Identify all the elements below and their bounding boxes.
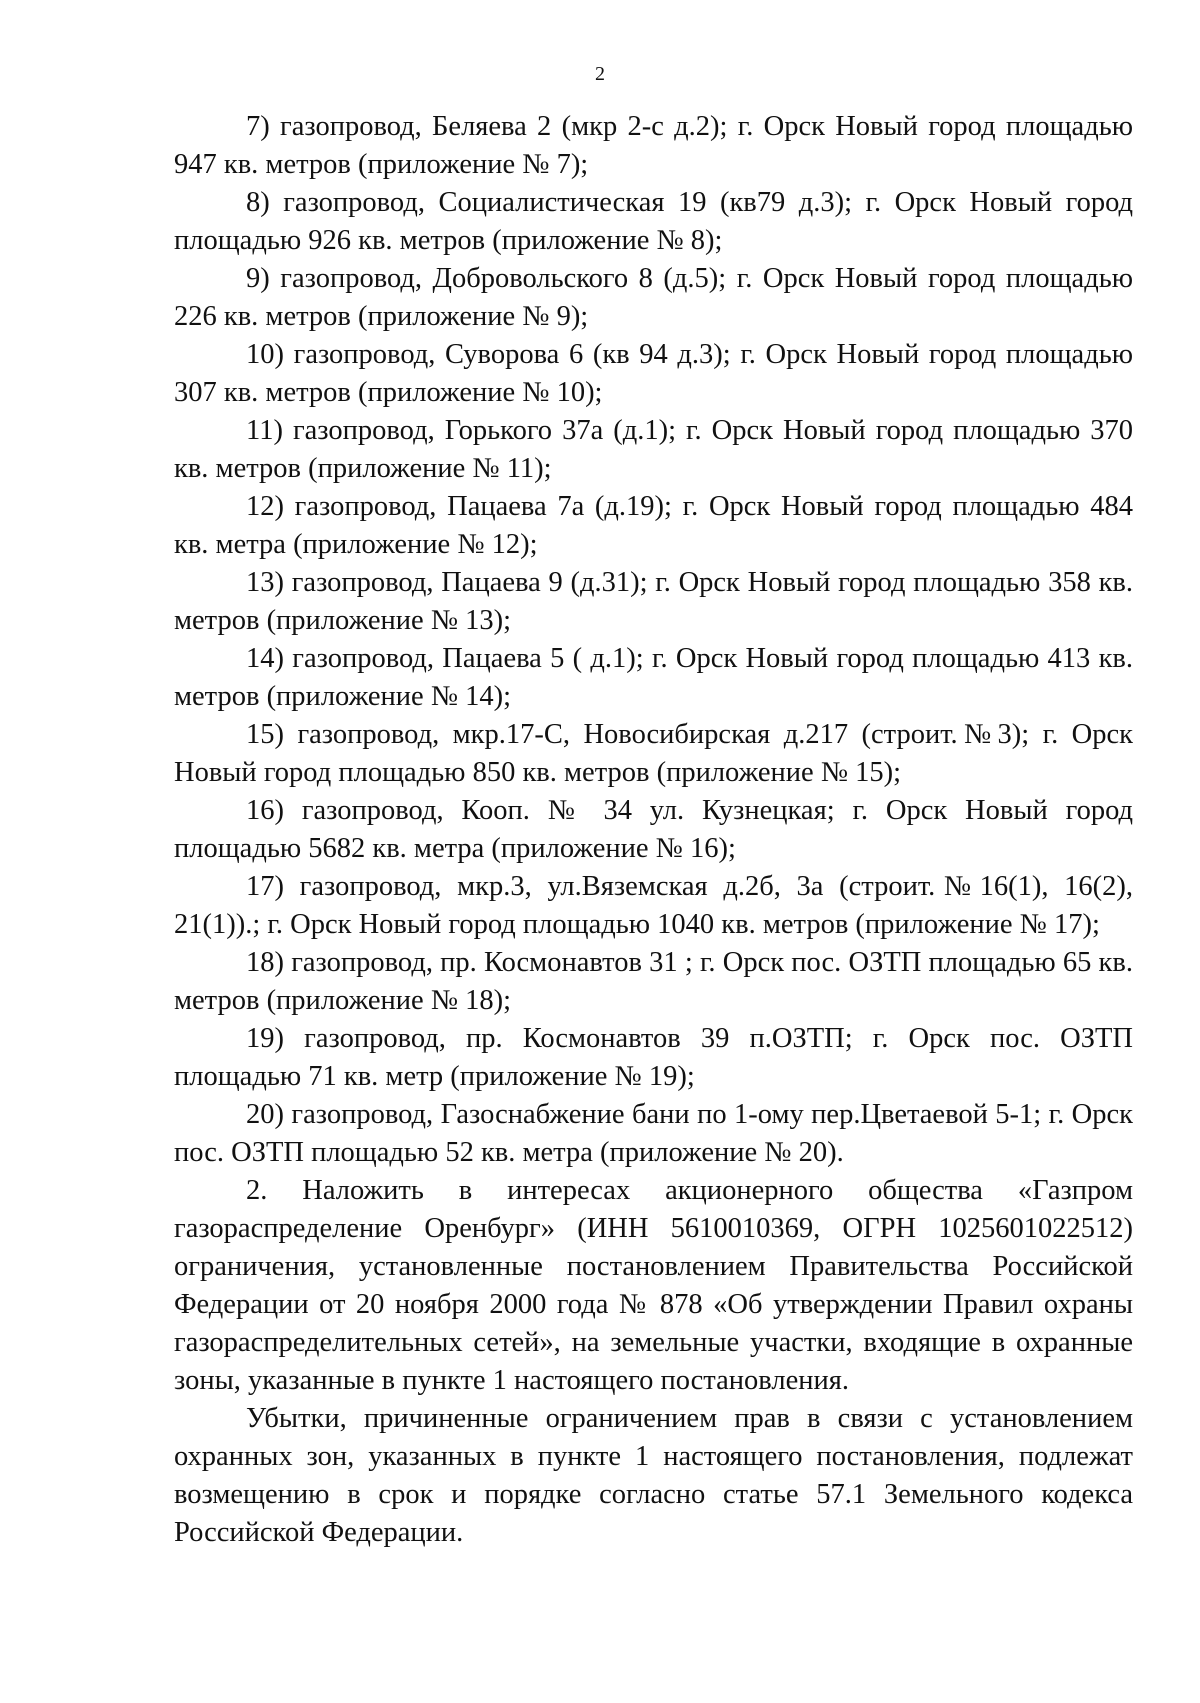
list-item-12: 12) газопровод, Пацаева 7а (д.19); г. Орск Новый город площадью 484 кв. метра (приложение № 12); — [174, 491, 1133, 560]
list-item-14: 14) газопровод, Пацаева 5 ( д.1); г. Орск Новый город площадью 413 кв. метров (приложение № 14); — [174, 643, 1133, 712]
list-item-16: 16) газопровод, Кооп. № 34 ул. Кузнецкая; г. Орск Новый город площадью 5682 кв. метра (приложение № 16); — [174, 795, 1133, 864]
list-item-20: 20) газопровод, Газоснабжение бани по 1-ому пер.Цветаевой 5-1; г. Орск пос. ОЗТП площадью 52 кв. метра (приложение № 20). — [174, 1099, 1133, 1168]
list-item-18: 18) газопровод, пр. Космонавтов 31 ; г. Орск пос. ОЗТП площадью 65 кв. метров (приложение № 18); — [174, 947, 1133, 1016]
list-item-15: 15) газопровод, мкр.17-С, Новосибирская д.217 (строит.№3); г. Орск Новый город площадью 850 кв. метров (приложение № 15); — [174, 719, 1133, 788]
damages-paragraph: Убытки, причиненные ограничением прав в связи с установлением охранных зон, указанных в пункте 1 настоящего постановления, подлежат возмещению в срок и порядке согласно статье 57.1 Земельного кодекса Российской Федерации. — [174, 1403, 1133, 1548]
list-item-17: 17) газопровод, мкр.3, ул.Вяземская д.2б, 3а (строит.№16(1), 16(2), 21(1)).; г. Орск Новый город площадью 1040 кв. метров (приложение № 17); — [174, 871, 1133, 940]
list-item-19: 19) газопровод, пр. Космонавтов 39 п.ОЗТП; г. Орск пос. ОЗТП площадью 71 кв. метр (приложение № 19); — [174, 1023, 1133, 1092]
list-item-11: 11) газопровод, Горького 37а (д.1); г. Орск Новый город площадью 370 кв. метров (приложение № 11); — [174, 415, 1133, 484]
list-item-8: 8) газопровод, Социалистическая 19 (кв79 д.3); г. Орск Новый город площадью 926 кв. метров (приложение № 8); — [174, 187, 1133, 256]
list-item-9: 9) газопровод, Добровольского 8 (д.5); г. Орск Новый город площадью 226 кв. метров (приложение № 9); — [174, 263, 1133, 332]
page-number: 2 — [595, 63, 605, 85]
list-item-13: 13) газопровод, Пацаева 9 (д.31); г. Орск Новый город площадью 358 кв. метров (приложение № 13); — [174, 567, 1133, 636]
list-item-10: 10) газопровод, Суворова 6 (кв 94 д.3); г. Орск Новый город площадью 307 кв. метров (приложение № 10); — [174, 339, 1133, 408]
document-body — [174, 108, 1133, 1552]
list-item-7: 7) газопровод, Беляева 2 (мкр 2-с д.2); г. Орск Новый город площадью 947 кв. метров (приложение № 7); — [174, 111, 1133, 180]
clause-2-paragraph: 2. Наложить в интересах акционерного общества «Газпром газораспределение Оренбург» (ИНН 5610010369, ОГРН 1025601022512) ограничения, установленные постановлением Правительства Российской Федерации от 20 ноября 2000 года № 878 «Об утверждении Правил охраны газораспределительных сетей», на земельные участки, входящие в охранные зоны, указанные в пункте 1 настоящего постановления. — [174, 1175, 1133, 1396]
